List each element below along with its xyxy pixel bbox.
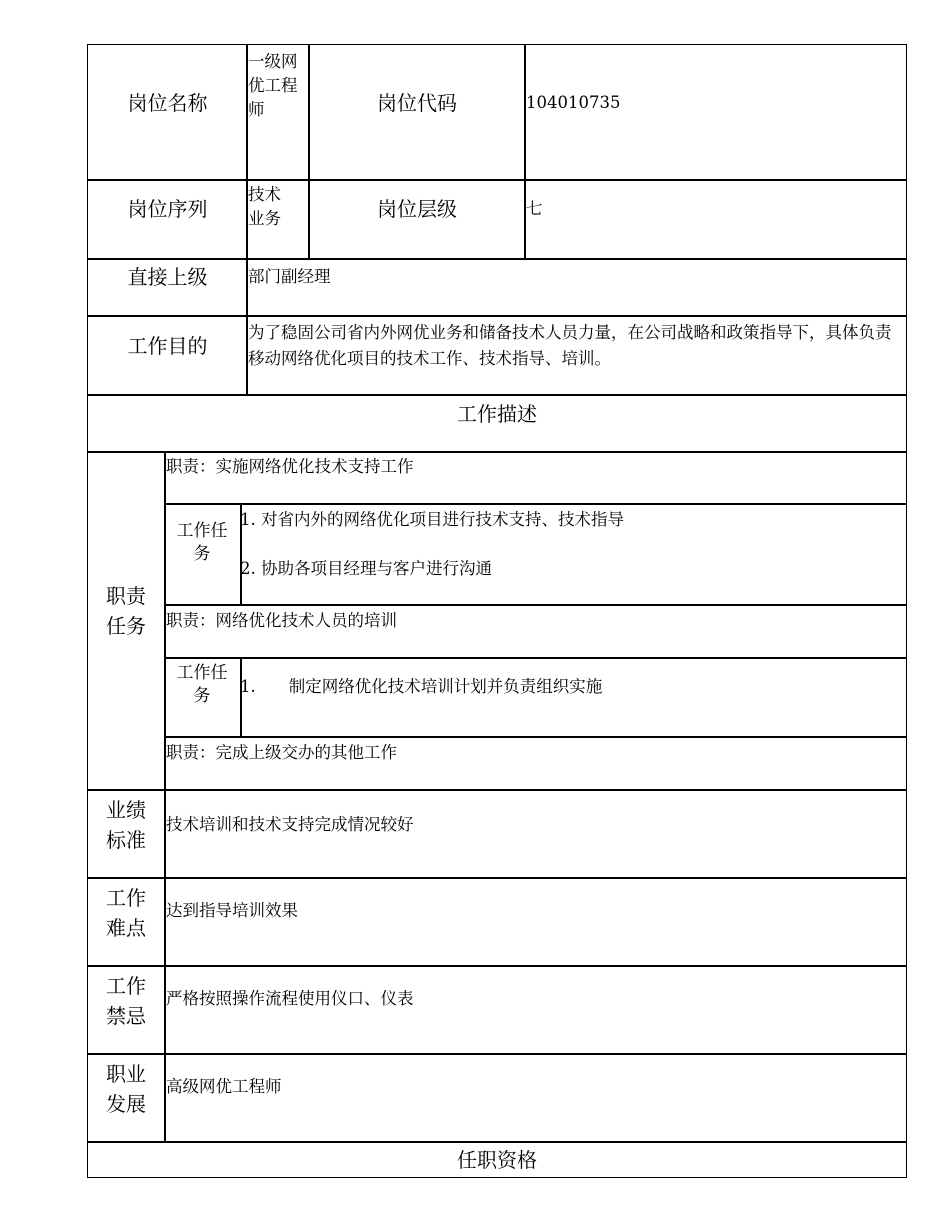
task-item: 1. 制定网络优化技术培训计划并负责组织实施 — [240, 677, 603, 696]
position-code-value: 104010735 — [526, 93, 621, 112]
duty-title: 职责：网络优化技术人员的培训 — [166, 611, 397, 630]
supervisor-value: 部门副经理 — [248, 267, 331, 286]
row-divider — [87, 965, 907, 967]
task-item: 1. 对省内外的网络优化项目进行技术支持、技术指导 — [240, 510, 624, 529]
column-divider — [524, 44, 526, 259]
supervisor-label: 直接上级 — [127, 265, 208, 289]
purpose-value: 为了稳固公司省内外网优业务和储备技术人员力量，在公司战略和政策指导下，具体负责移动网络优化项目的技术工作、技术指导、培训。 — [248, 323, 892, 368]
position-level-value: 七 — [526, 199, 543, 218]
position-code-label: 岗位代码 — [377, 91, 457, 115]
duty-title: 职责：完成上级交办的其他工作 — [166, 743, 397, 762]
row-divider — [87, 789, 907, 791]
position-sequence-label: 岗位序列 — [127, 197, 208, 221]
row-divider — [87, 394, 907, 396]
row-divider — [164, 657, 907, 659]
career-development-value: 高级网优工程师 — [166, 1077, 282, 1096]
row-divider — [87, 451, 907, 453]
row-divider — [164, 736, 907, 738]
task-item: 2. 协助各项目经理与客户进行沟通 — [240, 559, 492, 578]
position-sequence-value: 技术业务 — [248, 185, 281, 228]
duty-title: 职责：实施网络优化技术支持工作 — [166, 457, 414, 476]
position-level-label: 岗位层级 — [377, 197, 457, 221]
row-divider — [164, 503, 907, 505]
career-development-label: 职业发展 — [106, 1062, 146, 1116]
work-description-title: 工作描述 — [457, 402, 537, 426]
position-name-value: 一级网优工程师 — [248, 52, 298, 119]
column-divider — [308, 44, 310, 259]
qualifications-title: 任职资格 — [457, 1148, 537, 1172]
row-divider — [87, 179, 907, 181]
row-divider — [164, 604, 907, 606]
task-label: 工作任务 — [176, 663, 228, 706]
performance-standard-value: 技术培训和技术支持完成情况较好 — [166, 815, 414, 834]
task-label: 工作任务 — [176, 521, 228, 564]
work-taboo-value: 严格按照操作流程使用仪口、仪表 — [166, 989, 414, 1008]
duties-label: 职责任务 — [106, 584, 146, 638]
row-divider — [87, 1053, 907, 1055]
performance-standard-label: 业绩标准 — [106, 798, 146, 852]
row-divider — [87, 258, 907, 260]
purpose-label: 工作目的 — [127, 334, 208, 358]
work-difficulty-value: 达到指导培训效果 — [166, 901, 298, 920]
row-divider — [87, 1141, 907, 1143]
work-difficulty-label: 工作难点 — [106, 886, 146, 940]
row-divider — [87, 315, 907, 317]
position-name-label: 岗位名称 — [127, 91, 208, 115]
work-taboo-label: 工作禁忌 — [106, 974, 146, 1028]
row-divider — [87, 877, 907, 879]
